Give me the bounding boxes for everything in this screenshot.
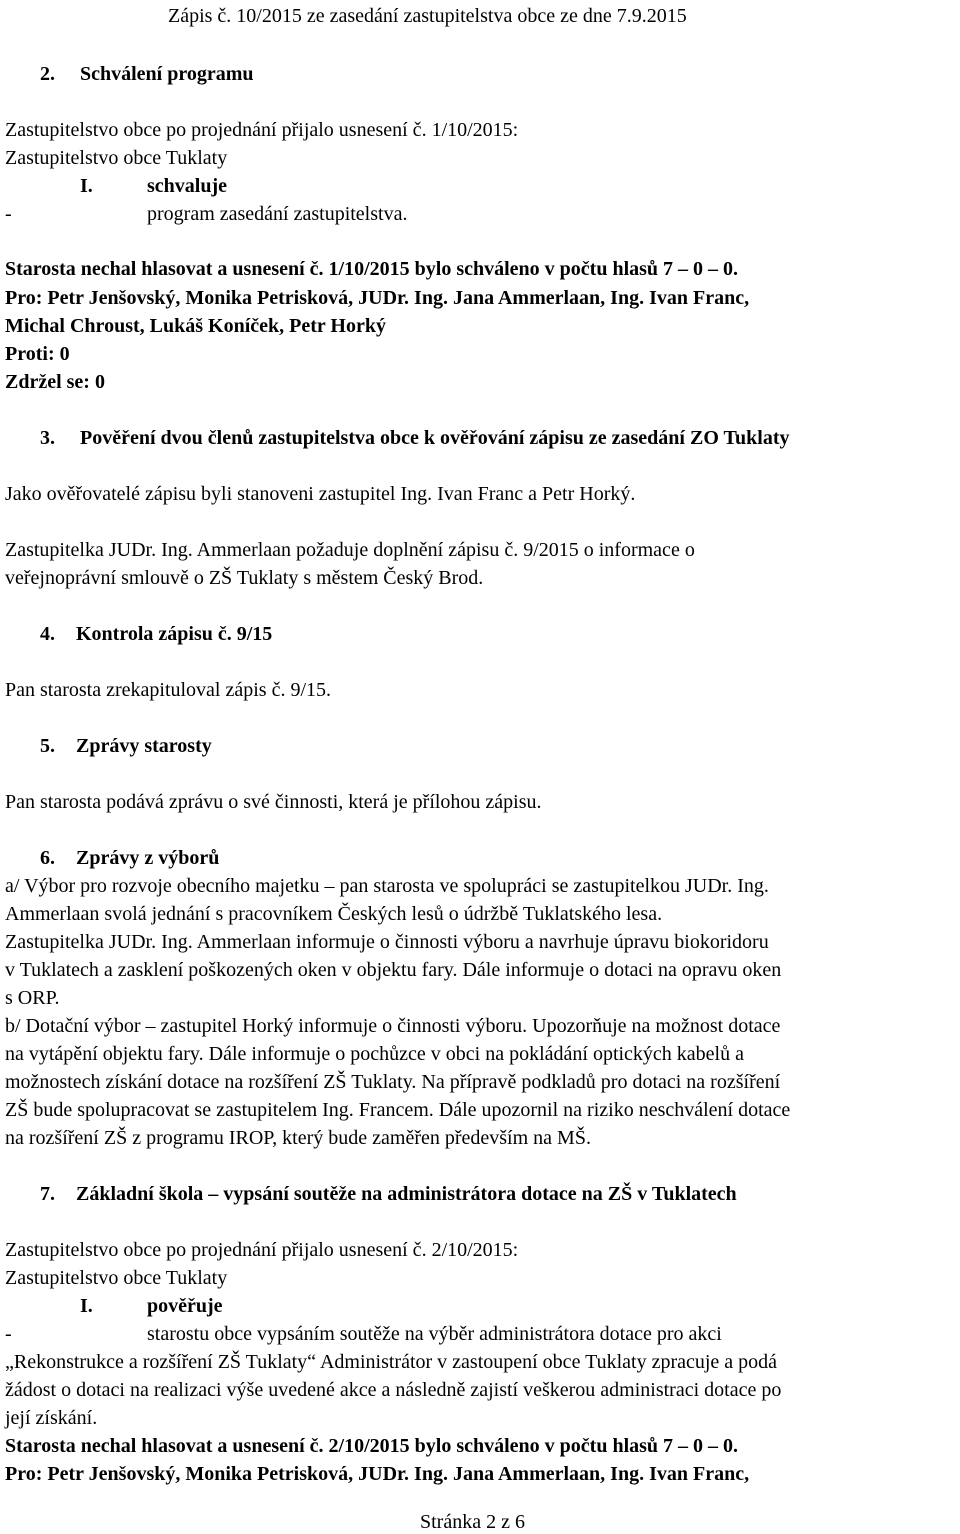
- section-7-number: 7.: [40, 1183, 55, 1205]
- resolution-1-intro: Zastupitelstvo obce po projednání přijalo usnesení č. 1/10/2015:: [5, 119, 519, 141]
- resolution-1-verb: schvaluje: [147, 175, 227, 197]
- section-2-number: 2.: [40, 63, 55, 85]
- vote-1-zdrzel: Zdržel se: 0: [5, 371, 105, 393]
- section-5-line-1: Pan starosta podává zprávu o své činnosti, která je přílohou zápisu.: [5, 791, 542, 813]
- section-5-number: 5.: [40, 735, 55, 757]
- resolution-1-dash: -: [5, 203, 12, 225]
- section-6-line: možnostech získání dotace na rozšíření ZŠ Tuklaty. Na přípravě podkladů pro dotaci na rozšíření: [5, 1071, 781, 1093]
- section-5-title: Zprávy starosty: [76, 735, 212, 757]
- resolution-2-roman: I.: [80, 1295, 93, 1317]
- section-3-title: Pověření dvou členů zastupitelstva obce k ověřování zápisu ze zasedání ZO Tuklaty: [80, 427, 790, 449]
- resolution-2-verb: pověřuje: [147, 1295, 223, 1317]
- section-6-line: a/ Výbor pro rozvoje obecního majetku – pan starosta ve spolupráci se zastupitelkou JUDr. Ing.: [5, 875, 769, 897]
- vote-1-pro-line-1: Pro: Petr Jenšovský, Monika Petrisková, JUDr. Ing. Jana Ammerlaan, Ing. Ivan Franc,: [5, 287, 750, 309]
- resolution-2-item: starostu obce vypsáním soutěže na výběr administrátora dotace pro akci: [147, 1323, 722, 1345]
- page-header: Zápis č. 10/2015 ze zasedání zastupitelstva obce ze dne 7.9.2015: [168, 5, 687, 27]
- resolution-2-text-2: žádost o dotaci na realizaci výše uvedené akce a následně zajistí veškerou administraci dotace po: [5, 1379, 782, 1401]
- section-4-line-1: Pan starosta zrekapituloval zápis č. 9/15.: [5, 679, 332, 701]
- section-6-line: v Tuklatech a zasklení poškozených oken v objektu fary. Dále informuje o dotaci na opravu oken: [5, 959, 782, 981]
- section-6-title: Zprávy z výborů: [76, 847, 220, 869]
- resolution-1-body: Zastupitelstvo obce Tuklaty: [5, 147, 228, 169]
- section-2-title: Schválení programu: [80, 63, 254, 85]
- section-6-line: na rozšíření ZŠ z programu IROP, který bude zaměřen především na MŠ.: [5, 1127, 591, 1149]
- resolution-1-item: program zasedání zastupitelstva.: [147, 203, 408, 225]
- vote-1-result: Starosta nechal hlasovat a usnesení č. 1/10/2015 bylo schváleno v počtu hlasů 7 – 0 – 0.: [5, 258, 739, 280]
- section-4-number: 4.: [40, 623, 55, 645]
- section-3-line-2: Zastupitelka JUDr. Ing. Ammerlaan požaduje doplnění zápisu č. 9/2015 o informace o: [5, 539, 695, 561]
- resolution-2-dash: -: [5, 1323, 12, 1345]
- section-6-number: 6.: [40, 847, 55, 869]
- resolution-2-text-3: její získání.: [5, 1407, 98, 1429]
- vote-1-proti: Proti: 0: [5, 343, 70, 365]
- vote-2-pro-line-1: Pro: Petr Jenšovský, Monika Petrisková, JUDr. Ing. Jana Ammerlaan, Ing. Ivan Franc,: [5, 1463, 750, 1485]
- section-3-number: 3.: [40, 427, 55, 449]
- resolution-1-roman: I.: [80, 175, 93, 197]
- section-6-line: b/ Dotační výbor – zastupitel Horký informuje o činnosti výboru. Upozorňuje na možnost dotace: [5, 1015, 781, 1037]
- resolution-2-body: Zastupitelstvo obce Tuklaty: [5, 1267, 228, 1289]
- section-6-line: Zastupitelka JUDr. Ing. Ammerlaan informuje o činnosti výboru a navrhuje úpravu biokoridoru: [5, 931, 769, 953]
- page-footer: Stránka 2 z 6: [420, 1511, 525, 1533]
- section-6-line: ZŠ bude spolupracovat se zastupitelem Ing. Francem. Dále upozornil na riziko neschválení dotace: [5, 1099, 791, 1121]
- resolution-2-intro: Zastupitelstvo obce po projednání přijalo usnesení č. 2/10/2015:: [5, 1239, 519, 1261]
- vote-1-pro-line-2: Michal Chroust, Lukáš Koníček, Petr Horký: [5, 315, 386, 337]
- section-6-line: na vytápění objektu fary. Dále informuje o pochůzce v obci na pokládání optických kabelů a: [5, 1043, 744, 1065]
- section-3-line-1: Jako ověřovatelé zápisu byli stanoveni zastupitel Ing. Ivan Franc a Petr Horký.: [5, 483, 636, 505]
- section-4-title: Kontrola zápisu č. 9/15: [76, 623, 273, 645]
- resolution-2-text-1: „Rekonstrukce a rozšíření ZŠ Tuklaty“ Administrátor v zastoupení obce Tuklaty zpracuje a podá: [5, 1351, 778, 1373]
- section-6-line: Ammerlaan svolá jednání s pracovníkem Českých lesů o údržbě Tuklatského lesa.: [5, 903, 663, 925]
- section-7-title: Základní škola – vypsání soutěže na administrátora dotace na ZŠ v Tuklatech: [76, 1183, 737, 1205]
- vote-2-result: Starosta nechal hlasovat a usnesení č. 2/10/2015 bylo schváleno v počtu hlasů 7 – 0 – 0.: [5, 1435, 739, 1457]
- section-3-line-3: veřejnoprávní smlouvě o ZŠ Tuklaty s městem Český Brod.: [5, 567, 484, 589]
- section-6-line: s ORP.: [5, 987, 60, 1009]
